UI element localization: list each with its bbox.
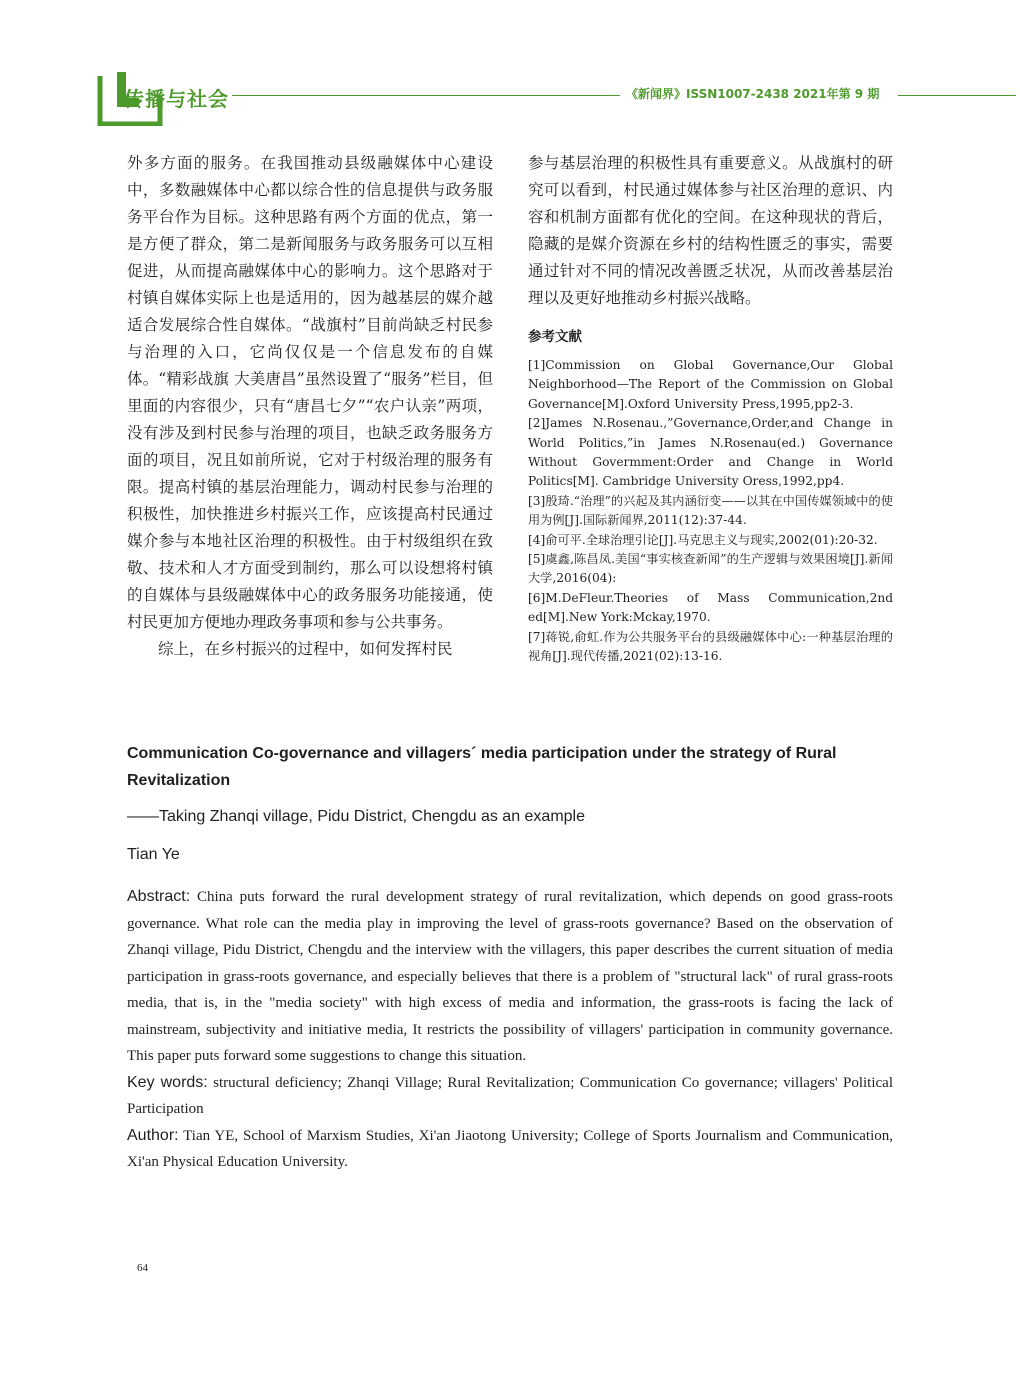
reference-item: [6]M.DeFleur.Theories of Mass Communication,2nd ed[M].New York:Mckay,1970.: [528, 590, 893, 625]
english-subtitle: ——Taking Zhanqi village, Pidu District, Chengdu as an example: [127, 808, 586, 825]
author-label: Author:: [127, 1126, 179, 1144]
right-column: [528, 150, 893, 667]
body-paragraph: 参与基层治理的积极性具有重要意义。从战旗村的研究可以看到，村民通过媒体参与社区治理的意识、内容和机制方面都有优化的空间。在这种现状的背后，隐藏的是媒介资源在乡村的结构性匮乏的事实，需要通过针对不同的情况改善匮乏状况，从而改善基层治理以及更好地推动乡村振兴战略。: [528, 154, 893, 307]
page-header: [0, 0, 1020, 140]
body-paragraph: 综上，在乡村振兴的过程中，如何发挥村民: [158, 640, 453, 658]
author-paragraph: [127, 1123, 893, 1176]
abstract-text: China puts forward the rural development strategy of rural revitalization, which depends on good grass-roots governance. What role can the media play in improving the level of grass-roots governance? Based on the observation of Zhanqi village, Pidu District, Chengdu and the interview with the villagers, this paper describes the current situation of media participation in grass-roots governance, and especially believes that there is a problem of "structural lack" of rural grass-roots media, that is, in the "media society" with high excess of media and information, the grass-roots is facing the lack of mainstream, subjectivity and initiative media, It restricts the possibility of villagers' participation in community governance. This paper puts forward some suggestions to change this situation.: [127, 889, 894, 1064]
reference-item: [2]James N.Rosenau.,”Governance,Order,and Change in World Politics,”in James N.Rosenau(ed.) Governance Without Govermment:Order and Change in World Politics[M]. Cambridge University Oress,1992,pp4.: [528, 416, 893, 489]
abstract-label: Abstract:: [127, 888, 191, 905]
reference-item: [1]Commission on Global Governance,Our Global Neighborhood—The Report of the Commission on Global Governance[M].Oxford University Press,1995,pp2-3.: [528, 358, 893, 411]
references-heading: 参考文献: [528, 329, 582, 345]
english-title: Communication Co-governance and villagers´ media participation under the strategy of Rural Revitalization: [127, 745, 837, 789]
english-abstract-block: [127, 740, 893, 1176]
keywords-label: Key words:: [127, 1073, 208, 1091]
journal-info: 《新闻界》ISSN1007-2438 2021年第 9 期: [626, 87, 880, 101]
reference-item: [7]蒋锐,俞虹.作为公共服务平台的县级融媒体中心:一种基层治理的视角[J].现代传播,2021(02):13-16.: [528, 629, 893, 664]
english-author-name: Tian Ye: [127, 846, 180, 863]
keywords-text: structural deficiency; Zhanqi Village; Rural Revitalization; Communication Co governance; villagers' Political Participation: [127, 1074, 893, 1117]
page-number: 64: [137, 1262, 148, 1274]
header-rule-left: [232, 95, 620, 96]
section-title: 传播与社会: [124, 87, 229, 111]
author-text: Tian YE, School of Marxism Studies, Xi'an Jiaotong University; College of Sports Journalism and Communication, Xi'an Physical Education University.: [127, 1127, 893, 1170]
abstract-paragraph: [127, 884, 893, 1070]
reference-item: [4]俞可平.全球治理引论[J].马克思主义与现实,2002(01):20-32.: [528, 532, 878, 547]
keywords-paragraph: [127, 1070, 893, 1123]
header-rule-right: [898, 95, 1016, 96]
left-column: [127, 150, 493, 663]
reference-item: [5]虞鑫,陈昌凤.美国“事实核查新闻”的生产逻辑与效果困境[J].新闻大学,2016(04):: [528, 552, 893, 586]
body-paragraph: 外多方面的服务。在我国推动县级融媒体中心建设中，多数融媒体中心都以综合性的信息提供与政务服务平台作为目标。这种思路有两个方面的优点，第一是方便了群众，第二是新闻服务与政务服务可以互相促进，从而提高融媒体中心的影响力。这个思路对于村镇自媒体实际上也是适用的，因为越基层的媒介越适合发展综合性自媒体。“战旗村”目前尚缺乏村民参与治理的入口，它尚仅仅是一个信息发布的自媒体。“精彩战旗 大美唐昌”虽然设置了“服务”栏目，但里面的内容很少，只有“唐昌七夕”“农户认亲”两项，没有涉及到村民参与治理的项目，也缺乏政务服务方面的项目，况且如前所说，它对于村级治理的服务有限。提高村镇的基层治理能力，调动村民参与治理的积极性，加快推进乡村振兴工作，应该提高村民通过媒介参与本地社区治理的积极性。由于村级组织在致敬、技术和人才方面受到制约，那么可以设想将村镇的自媒体与县级融媒体中心的政务服务功能接通，使村民更加方便地办理政务事项和参与公共事务。: [127, 154, 493, 631]
reference-item: [3]殷琦.“治理”的兴起及其内涵衍变——以其在中国传媒领域中的使用为例[J].国际新闻界,2011(12):37-44.: [528, 493, 893, 528]
